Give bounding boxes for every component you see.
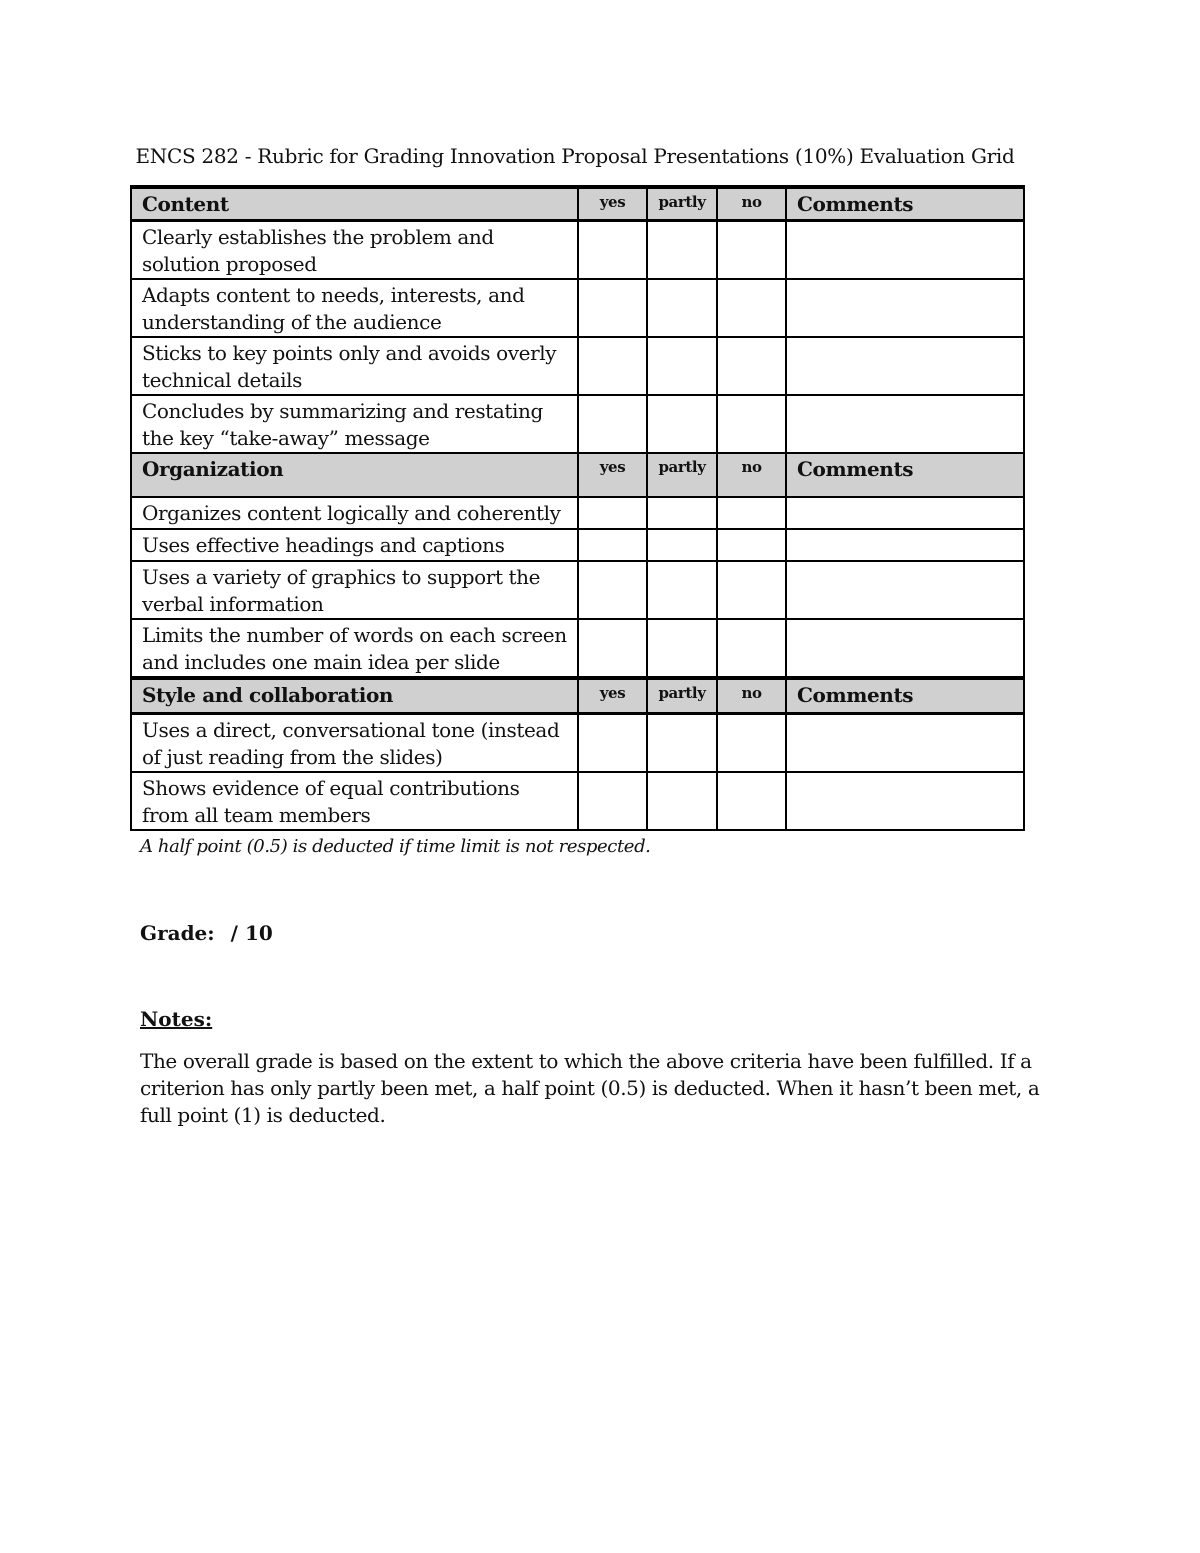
partly-cell <box>647 221 717 280</box>
criterion-text: Uses a variety of graphics to support the verbal information <box>131 561 578 619</box>
column-partly-label: partly <box>647 453 717 497</box>
no-cell <box>717 221 786 280</box>
yes-cell <box>578 279 647 337</box>
criterion-text: Uses a direct, conversational tone (instead of just reading from the slides) <box>131 714 578 773</box>
comments-cell <box>786 529 1024 561</box>
no-cell <box>717 561 786 619</box>
criterion-text: Organizes content logically and coherently <box>131 497 578 529</box>
criterion-row <box>131 221 1024 280</box>
criterion-row <box>131 497 1024 529</box>
partly-cell <box>647 619 717 678</box>
criterion-text: Sticks to key points only and avoids overly technical details <box>131 337 578 395</box>
column-no-label: no <box>717 187 786 221</box>
criterion-text: Uses effective headings and captions <box>131 529 578 561</box>
no-cell <box>717 772 786 830</box>
partly-cell <box>647 395 717 453</box>
partly-cell <box>647 772 717 830</box>
section-heading: Organization <box>131 453 578 497</box>
column-yes-label: yes <box>578 678 647 714</box>
no-cell <box>717 279 786 337</box>
section-header-style-collaboration <box>131 678 1024 714</box>
yes-cell <box>578 714 647 773</box>
yes-cell <box>578 337 647 395</box>
criterion-row <box>131 772 1024 830</box>
time-limit-note: A half point (0.5) is deducted if time limit is not respected. <box>140 836 651 857</box>
section-header-content <box>131 187 1024 221</box>
criterion-row <box>131 529 1024 561</box>
comments-cell <box>786 772 1024 830</box>
section-heading: Content <box>131 187 578 221</box>
no-cell <box>717 529 786 561</box>
criterion-row <box>131 279 1024 337</box>
yes-cell <box>578 561 647 619</box>
no-cell <box>717 337 786 395</box>
partly-cell <box>647 497 717 529</box>
grade-out-of: / 10 <box>230 921 273 945</box>
criterion-row <box>131 619 1024 678</box>
comments-cell <box>786 337 1024 395</box>
grade-label: Grade: <box>140 921 215 945</box>
column-yes-label: yes <box>578 187 647 221</box>
comments-cell <box>786 279 1024 337</box>
partly-cell <box>647 714 717 773</box>
notes-heading: Notes: <box>140 1007 213 1031</box>
partly-cell <box>647 561 717 619</box>
column-comments-label: Comments <box>786 453 1024 497</box>
section-heading: Style and collaboration <box>131 678 578 714</box>
comments-cell <box>786 714 1024 773</box>
yes-cell <box>578 619 647 678</box>
comments-cell <box>786 221 1024 280</box>
comments-cell <box>786 395 1024 453</box>
no-cell <box>717 714 786 773</box>
criterion-text: Adapts content to needs, interests, and understanding of the audience <box>131 279 578 337</box>
criterion-row <box>131 561 1024 619</box>
yes-cell <box>578 221 647 280</box>
partly-cell <box>647 279 717 337</box>
criterion-row <box>131 395 1024 453</box>
criterion-text: Shows evidence of equal contributions from all team members <box>131 772 578 830</box>
column-comments-label: Comments <box>786 678 1024 714</box>
comments-cell <box>786 561 1024 619</box>
section-header-organization <box>131 453 1024 497</box>
yes-cell <box>578 772 647 830</box>
grade-line <box>140 921 273 945</box>
column-partly-label: partly <box>647 187 717 221</box>
column-comments-label: Comments <box>786 187 1024 221</box>
criterion-row <box>131 337 1024 395</box>
no-cell <box>717 395 786 453</box>
criterion-text: Limits the number of words on each screen and includes one main idea per slide <box>131 619 578 678</box>
rubric-table <box>130 185 1025 831</box>
yes-cell <box>578 529 647 561</box>
criterion-text: Concludes by summarizing and restating the key “take-away” message <box>131 395 578 453</box>
partly-cell <box>647 529 717 561</box>
comments-cell <box>786 497 1024 529</box>
notes-body: The overall grade is based on the extent to which the above criteria have been fulfilled. If a criterion has only partly been met, a half point (0.5) is deducted. When it hasn’t been met, a full point (1) is deducted. <box>140 1049 1040 1127</box>
column-partly-label: partly <box>647 678 717 714</box>
page-title: ENCS 282 - Rubric for Grading Innovation Proposal Presentations (10%) Evaluation Grid <box>135 144 1015 168</box>
yes-cell <box>578 497 647 529</box>
yes-cell <box>578 395 647 453</box>
column-no-label: no <box>717 678 786 714</box>
column-yes-label: yes <box>578 453 647 497</box>
comments-cell <box>786 619 1024 678</box>
no-cell <box>717 497 786 529</box>
criterion-row <box>131 714 1024 773</box>
column-no-label: no <box>717 453 786 497</box>
partly-cell <box>647 337 717 395</box>
no-cell <box>717 619 786 678</box>
criterion-text: Clearly establishes the problem and solution proposed <box>131 221 578 280</box>
